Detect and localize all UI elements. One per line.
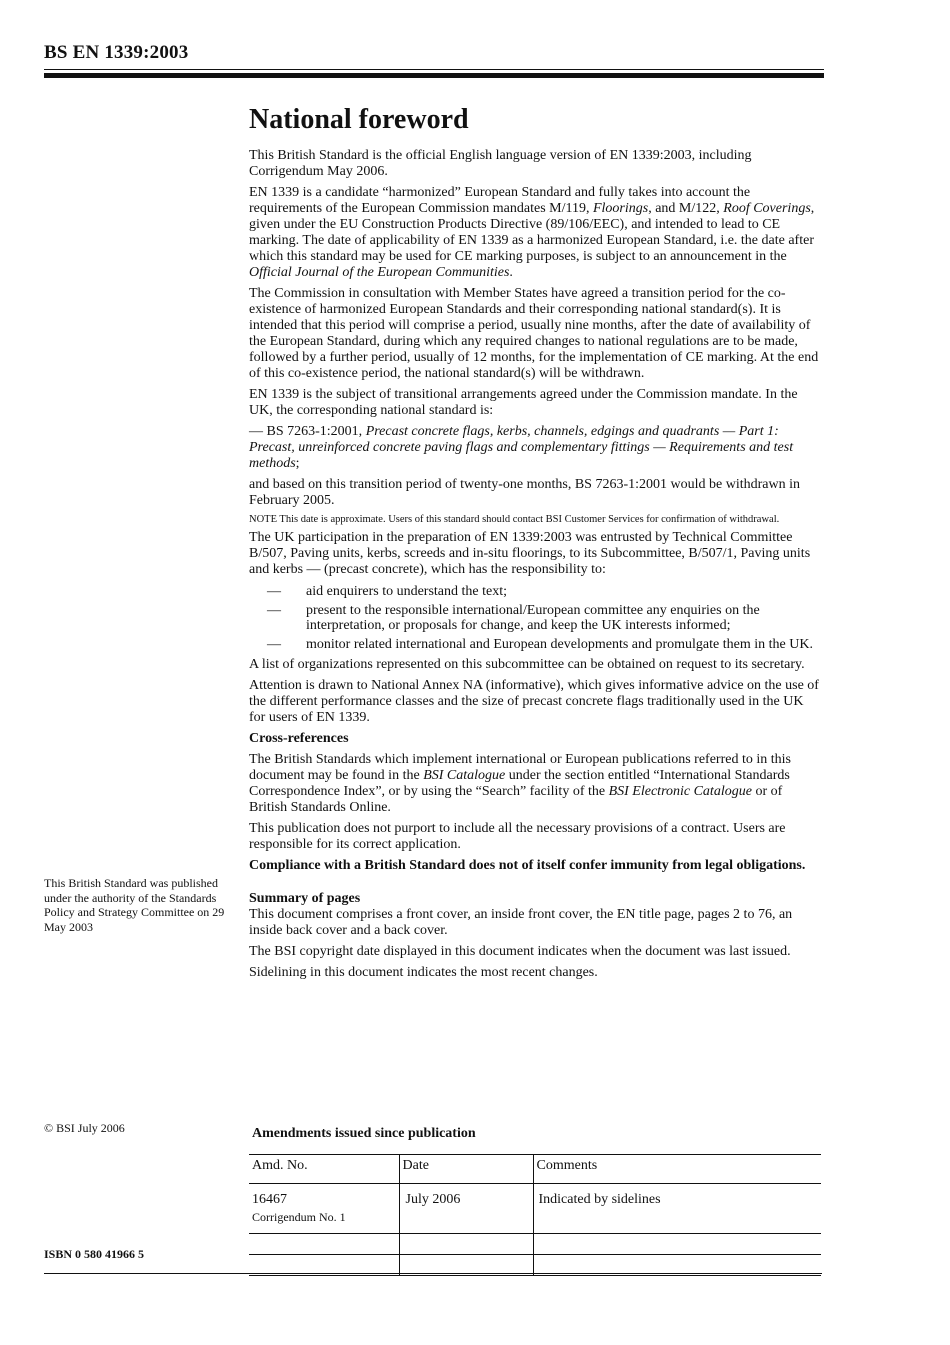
text-run: EN 1339 is a candidate “harmonized” European Standard and fully takes into account the requirements of the European Commission mandates M/119, — [249, 185, 751, 216]
paragraph-contract-disclaimer: This publication does not purport to include all the necessary provisions of a contract. Users are responsible for its correct application. — [249, 821, 786, 852]
amendments-table — [249, 1154, 821, 1276]
note-text: NOTE This date is approximate. Users of this standard should contact BSI Customer Services for confirmation of withdrawal. — [249, 514, 780, 525]
text-run-italic: BSI Catalogue — [423, 768, 506, 783]
dash-marker: — — [267, 584, 281, 599]
paragraph-summary-of-pages: This document comprises a front cover, an inside front cover, the EN title page, pages 2 to 76, an inside back cover and a back cover. — [249, 907, 793, 938]
empty-cell — [399, 1234, 533, 1255]
bottom-rule — [44, 1273, 822, 1274]
paragraph-compliance: Compliance with a British Standard does not of itself confer immunity from legal obligations. — [249, 858, 806, 873]
paragraph-organizations-list: A list of organizations represented on this subcommittee can be obtained on request to its secretary. — [249, 657, 805, 672]
text-run: under the section entitled “International Standards Correspondence Index”, or by using the “Search” facility of the — [249, 768, 790, 799]
paragraph-cross-references — [249, 752, 823, 816]
text-run-italic: Floorings — [592, 201, 649, 216]
page-title: National foreword — [249, 104, 469, 135]
paragraph-sidelining: Sidelining in this document indicates the most recent changes. — [249, 965, 598, 980]
text-run-italic: Official Journal of the European Communities — [249, 265, 510, 280]
amd-number: 16467 — [252, 1192, 287, 1207]
cell-date — [399, 1184, 533, 1234]
paragraph-harmonized — [249, 185, 823, 281]
paragraph-withdrawal: and based on this transition period of twenty-one months, BS 7263-1:2001 would be withdrawn in February 2005. — [249, 477, 800, 508]
list-item-text: present to the responsible international/European committee any enquiries on the interpretation, or proposals for change, and keep the UK interests informed; — [306, 603, 760, 633]
column-header-comments: Comments — [533, 1155, 821, 1184]
copyright-notice: © BSI July 2006 — [44, 1121, 125, 1135]
publication-authority-note: This British Standard was published under the authority of the Standards Policy and Strategy Committee on 29 May 2003 — [44, 876, 225, 934]
paragraph-official-version: This British Standard is the official English language version of EN 1339:2003, including Corrigendum May 2006. — [249, 148, 752, 179]
text-run-italic: Precast concrete flags, kerbs, channels, edgings and quadrants — Part 1: Precast, unreinforced concrete paving flags and complementary fittings — Requirements and test methods — [249, 424, 794, 471]
text-run: . — [509, 265, 513, 280]
dash-marker: — — [267, 603, 281, 618]
cross-references-heading: Cross-references — [249, 731, 349, 746]
header-rule-thin — [44, 69, 824, 70]
column-header-amd-no: Amd. No. — [249, 1155, 399, 1184]
amendments-title: Amendments issued since publication — [252, 1126, 476, 1141]
list-item-text: monitor related international and European developments and promulgate them in the UK. — [306, 637, 813, 652]
list-item — [249, 637, 823, 652]
list-item-text: aid enquirers to understand the text; — [306, 584, 507, 599]
document-id: BS EN 1339:2003 — [44, 42, 189, 63]
paragraph-uk-participation: The UK participation in the preparation of EN 1339:2003 was entrusted by Technical Committee B/507, Paving units, kerbs, screeds and in-situ floorings, to its Subcommittee, B/507/1, Paving units and kerbs — (precast concrete), which has the responsibility to: — [249, 530, 811, 577]
text-run: — BS 7263-1:2001, — [249, 424, 366, 439]
paragraph-transitional-arrangements: EN 1339 is the subject of transitional arrangements agreed under the Commission mandate. In the UK, the corresponding national standard is: — [249, 387, 798, 418]
amd-date: July 2006 — [405, 1192, 461, 1207]
text-run: The British Standards which implement international or European publications referred to in this document may be found in the — [249, 752, 791, 783]
responsibility-list — [249, 584, 823, 652]
header-rule-thick — [44, 73, 824, 78]
table-row — [249, 1184, 821, 1234]
list-item — [249, 584, 823, 599]
empty-cell — [533, 1234, 821, 1255]
cell-amd-no — [249, 1184, 399, 1234]
summary-of-pages-heading: Summary of pages — [249, 891, 361, 906]
isbn: ISBN 0 580 41966 5 — [44, 1247, 145, 1261]
text-run: , and M/122, — [648, 201, 724, 216]
main-column — [249, 104, 823, 986]
paragraph-national-annex: Attention is drawn to National Annex NA (informative), which gives informative advice on the use of the different performance classes and the size of precast concrete flags traditionally used in the UK for users of EN 1339. — [249, 678, 819, 725]
table-header-row — [249, 1155, 821, 1184]
column-header-date: Date — [399, 1155, 533, 1184]
paragraph-copyright-date: The BSI copyright date displayed in this document indicates when the document was last issued. — [249, 944, 791, 959]
amd-subtitle: Corrigendum No. 1 — [252, 1210, 346, 1224]
text-run: ; — [295, 456, 300, 471]
text-run-italic: Roof Coverings — [723, 201, 811, 216]
empty-cell — [249, 1234, 399, 1255]
text-run-italic: BSI Electronic Catalogue — [608, 784, 752, 799]
paragraph-transition-period: The Commission in consultation with Member States have agreed a transition period for the co-existence of harmonized European Standards and their corresponding national standard(s). It is intended that this period will comprise a period, usually nine months, after the date of availability of the European Standard, during which any required changes to national regulations are to be made, followed by a further period, usually of 12 months, for the implementation of CE marking. At the end of this co-existence period, the national standard(s) will be withdrawn. — [249, 286, 819, 381]
list-item — [249, 603, 823, 633]
text-run: , given under the EU Construction Products Directive (89/106/EEC), and intended to lead to CE marking. The date of applicability of EN 1339 as a harmonized European Standard, i.e. the date after which this standard may be used for CE marking purposes, is subject to an announcement in the — [249, 201, 815, 264]
table-row — [249, 1234, 821, 1255]
amd-comments: Indicated by sidelines — [538, 1192, 661, 1207]
cell-comments — [533, 1184, 821, 1234]
dash-marker: — — [267, 637, 281, 652]
paragraph-national-standard — [249, 424, 823, 472]
text-run: or of British Standards Online. — [249, 784, 783, 815]
